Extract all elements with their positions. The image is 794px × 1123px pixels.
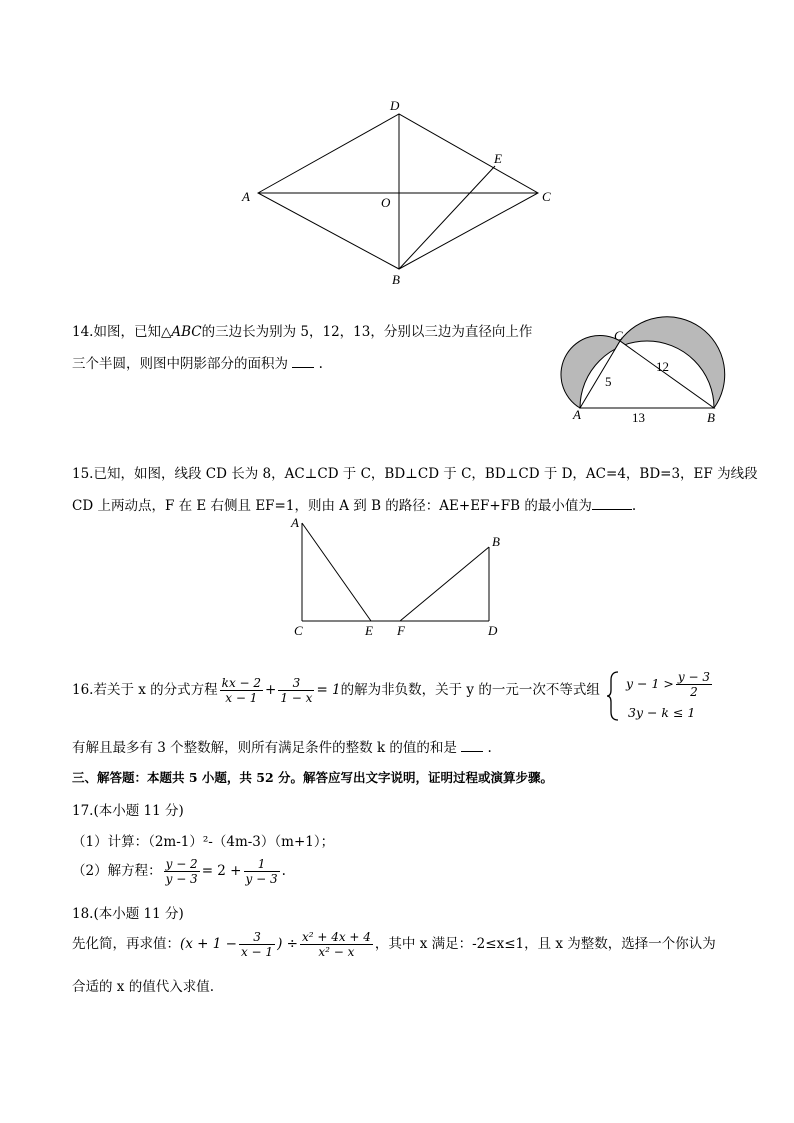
fraction: $\frac{y - 3}{2}$ <box>677 670 710 699</box>
q14-line1: 14.如图，已知△ABC的三边长为别为 5，12，13，分别以三边为直径向上作 <box>72 324 533 340</box>
q18-line1: 先化简，再求值：(x + 1 − $\frac{3}{x - 1}$ ) ÷ $\frac{\text{x² + 4x + 4}}{\text{x² − x}}$ ，其中 x 满足：-2≤x≤1，且 x 为整数，选择一个你认为 <box>72 930 716 959</box>
q16-line1: 16.若关于 x 的分式方程 $\frac{kx - 2}{x - 1}$ + $\frac{3}{1 - x}$ = 1的解为非负数，关于 y 的一元一次不等式组 <box>72 676 600 705</box>
answer-blank[interactable] <box>292 355 314 368</box>
label-c: C <box>542 189 551 204</box>
answer-blank[interactable] <box>461 739 483 752</box>
label-a: A <box>242 189 250 204</box>
inequality-1: y − 1 > $\frac{y - 3}{2}$ <box>626 670 710 699</box>
q18-line2: 合适的 x 的值代入求值. <box>72 979 214 995</box>
q14-number: 14. <box>72 324 94 340</box>
p-label-b: B <box>492 534 500 549</box>
q15-line2: CD 上两动点，F 在 E 右侧且 EF=1，则由 A 到 B 的路径：AE+EF+FB 的最小值为 . <box>72 498 637 514</box>
semicircles-figure <box>560 316 730 428</box>
side-5-label: 5 <box>605 374 612 389</box>
q16-line2: 有解且最多有 3 个整数解，则所有满足条件的整数 k 的值的和是 . <box>72 740 492 756</box>
p-label-f: F <box>397 623 405 638</box>
semi-label-c: C <box>614 328 623 343</box>
brace-icon <box>606 670 620 722</box>
semi-label-b: B <box>707 410 715 425</box>
semi-label-a: A <box>573 407 581 422</box>
p-label-d: D <box>488 623 498 638</box>
section-heading: 三、解答题：本题共 5 小题，共 52 分。解答应写出文字说明，证明过程或演算步骤。 <box>72 770 554 785</box>
q14-line2: 三个半圆，则图中阴影部分的面积为 . <box>72 356 323 372</box>
q17-part1: （1）计算：（2m-1）²-（4m-3）（m+1）； <box>72 834 335 850</box>
fraction: $\frac{\text{x² + 4x + 4}}{\text{x² − x}}$ <box>301 930 371 959</box>
q17-part2: （2）解方程： $\frac{y - 2}{y - 3}$ = 2 + $\frac{1}{y - 3}$ . <box>72 857 286 886</box>
fraction: $\frac{kx - 2}{x - 1}$ <box>221 676 262 705</box>
side-13-label: 13 <box>632 410 645 425</box>
side-12-label: 12 <box>656 359 669 374</box>
fraction: $\frac{1}{y - 3}$ <box>245 857 278 886</box>
answer-blank[interactable] <box>592 497 632 510</box>
q15-line1: 15.已知，如图，线段 CD 长为 8，AC⊥CD 于 C，BD⊥CD 于 C，BD⊥CD 于 D，AC=4，BD=3，EF 为线段 <box>72 466 758 482</box>
fraction: $\frac{y - 2}{y - 3}$ <box>165 857 198 886</box>
label-b: B <box>392 272 400 287</box>
fraction: $\frac{3}{1 - x}$ <box>280 676 313 705</box>
inequality-2: 3y − k ≤ 1 <box>628 705 696 720</box>
fraction: $\frac{3}{x - 1}$ <box>240 930 274 959</box>
label-o: O <box>381 195 391 210</box>
rhombus-figure <box>230 90 570 290</box>
q17-title: 17.(本小题 11 分) <box>72 803 184 819</box>
label-e: E <box>494 151 502 166</box>
p-label-e: E <box>365 623 373 638</box>
q18-title: 18.(本小题 11 分) <box>72 906 184 922</box>
path-figure <box>285 513 515 643</box>
label-d: D <box>390 98 400 113</box>
p-label-a: A <box>291 515 299 530</box>
p-label-c: C <box>294 623 303 638</box>
